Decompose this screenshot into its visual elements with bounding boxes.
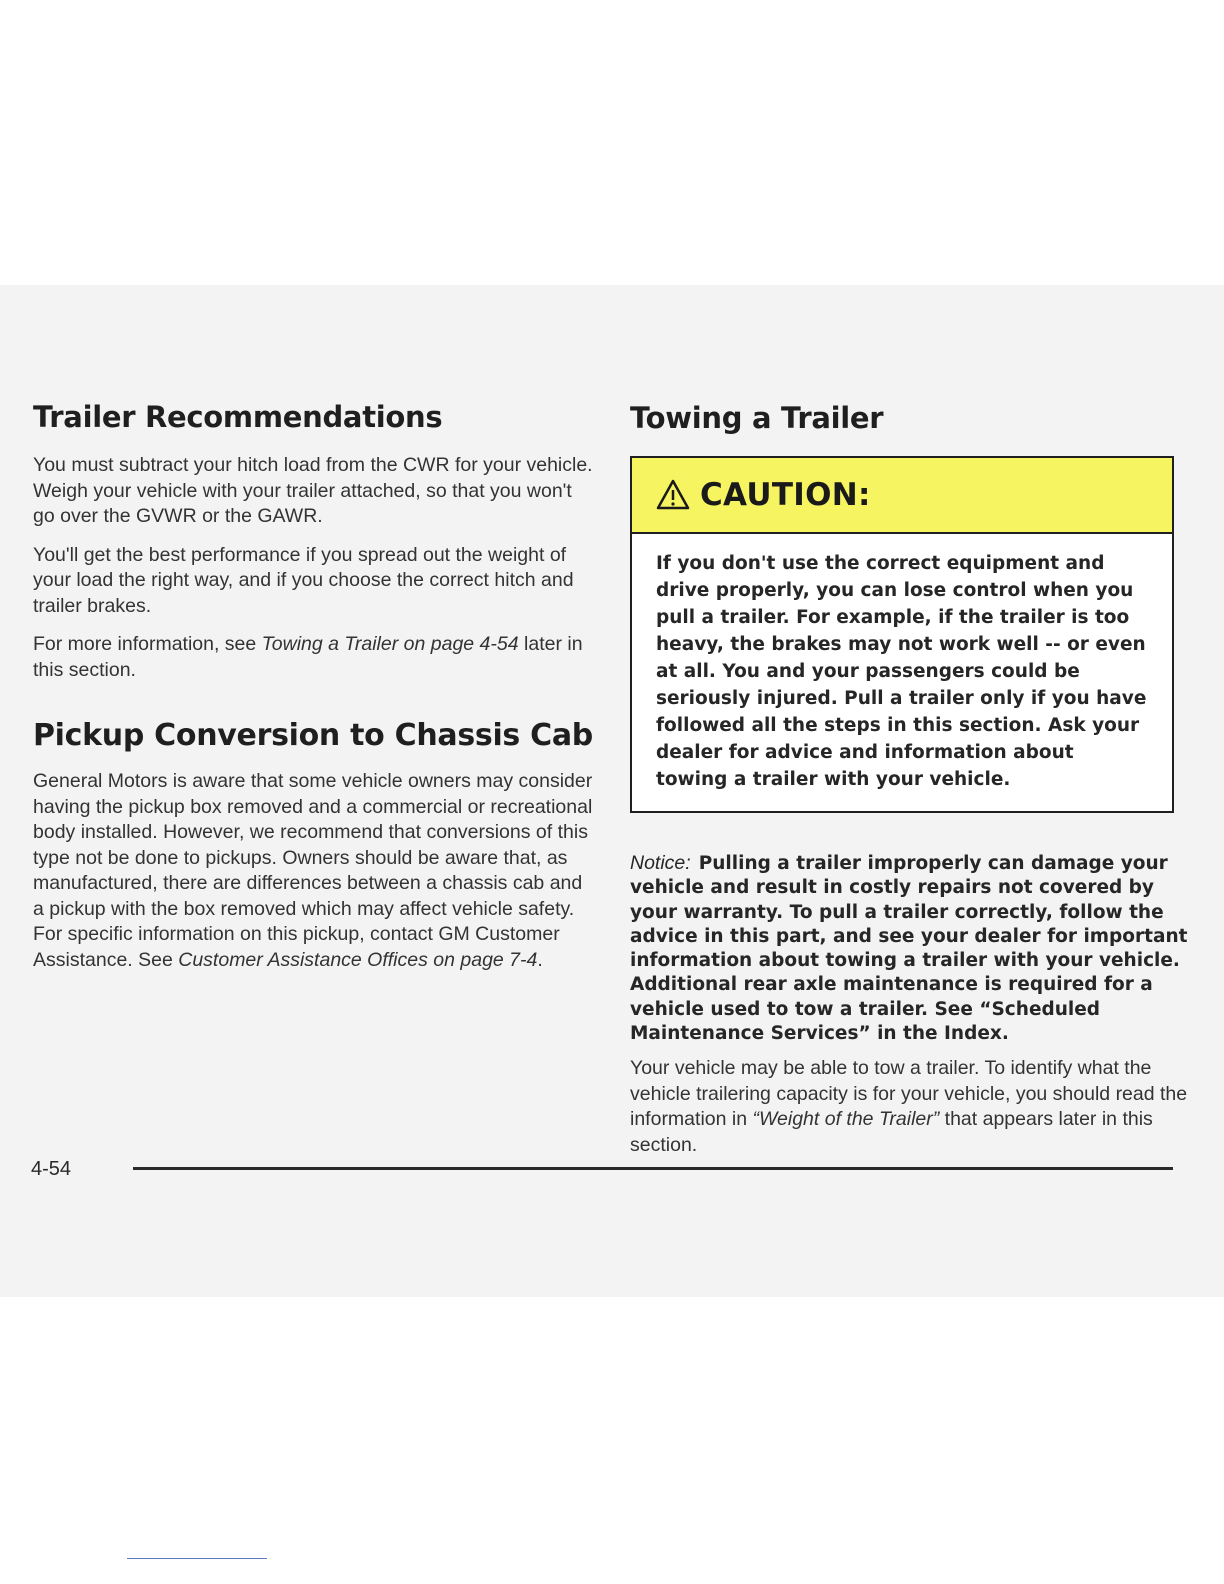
pickup-p1-text: General Motors is aware that some vehicle owners may consider having the pickup box removed and a commercial or recreational body installed. However, we recommend that conversions of this type not be done to pickups. Owners should be aware that, as manufactured, there are differences between a chassis cab and a pickup with the box removed which may affect vehicle safety. For specific information on this pickup, contact GM Customer Assistance. See: [33, 770, 593, 971]
pickup-paragraph: [33, 769, 593, 973]
caution-body: If you don't use the correct equipment and drive properly, you can lose control when you pull a trailer. For example, if the trailer is too heavy, the brakes may not work well -- or even at all. You and your passengers could be seriously injured. Pull a trailer only if you have followed all the steps in this section. Ask your dealer for advice and information about towing a trailer with your vehicle.: [656, 553, 1147, 790]
right-column: [630, 398, 1190, 1171]
trailer-rec-p3-text: For more information, see: [33, 633, 262, 655]
pickup-p1-tail: .: [537, 948, 543, 971]
trailer-rec-paragraph-2: You'll get the best performance if you spread out the weight of your load the right way, and if you choose the correct hitch and trailer brakes.: [33, 543, 574, 617]
notice-label: Notice:: [630, 852, 691, 874]
towing-capacity-paragraph: [630, 1056, 1190, 1158]
footer-divider: [133, 1167, 1173, 1170]
caution-header: [632, 458, 1172, 534]
towing-capacity-text: Your vehicle may be able to tow a trailer. To identify what the vehicle trailering capacity is for your vehicle, you should read the information in: [630, 1057, 1188, 1131]
caution-title: CAUTION:: [700, 477, 871, 513]
caution-box: [630, 456, 1174, 813]
cross-reference-customer-assistance[interactable]: Customer Assistance Offices on page 7-4: [178, 948, 538, 971]
cross-reference-weight-of-trailer[interactable]: “Weight of the Trailer”: [752, 1108, 940, 1131]
trailer-rec-paragraph-3: [33, 632, 593, 683]
page-number: 4-54: [31, 1158, 72, 1180]
warning-triangle-icon: [656, 478, 690, 512]
trailer-rec-paragraph-1: You must subtract your hitch load from the CWR for your vehicle. Weigh your vehicle with your trailer attached, so that you won't go over the GVWR or the GAWR.: [33, 454, 593, 527]
left-column: [33, 398, 593, 986]
notice-text: Pulling a trailer improperly can damage your vehicle and result in costly repairs not covered by your warranty. To pull a trailer correctly, follow the advice in this part, and see your dealer for important information about towing a trailer with your vehicle. Additional rear axle maintenance is required for a vehicle used to tow a trailer. See “Scheduled Maintenance Services” in the Index.: [630, 853, 1188, 1045]
trailer-rec-p3-tail: later in this section.: [33, 633, 583, 681]
heading-pickup-conversion: Pickup Conversion to Chassis Cab: [33, 718, 593, 753]
heading-towing-a-trailer: Towing a Trailer: [630, 401, 884, 435]
notice-paragraph: [630, 851, 1190, 1046]
towing-capacity-tail: that appears later in this section.: [630, 1108, 1153, 1156]
heading-trailer-recommendations: Trailer Recommendations: [33, 400, 443, 434]
decorative-line: [127, 1558, 267, 1559]
cross-reference-towing-trailer[interactable]: Towing a Trailer on page 4-54: [261, 633, 519, 655]
